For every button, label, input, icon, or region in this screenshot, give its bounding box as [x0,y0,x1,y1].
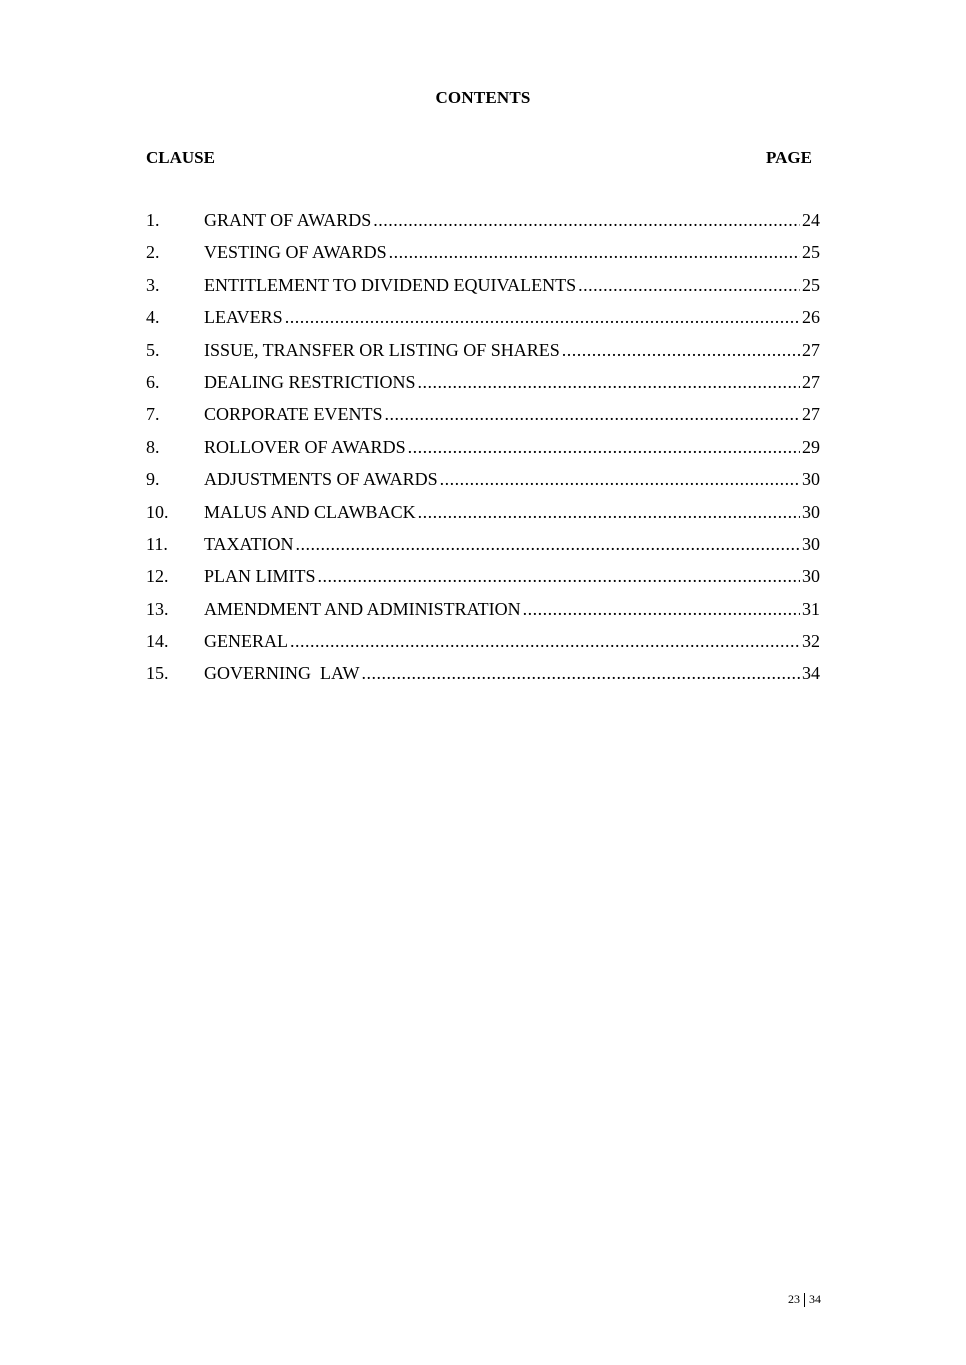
dot-leader [562,340,800,361]
toc-entry-title: ADJUSTMENTS OF AWARDS [204,469,438,490]
toc-entry[interactable] [146,631,820,663]
toc-entry[interactable] [146,372,820,404]
dot-leader [523,599,800,620]
clause-column-header: CLAUSE [146,148,215,167]
toc-entry[interactable] [146,437,820,469]
dot-leader [440,469,800,490]
dot-leader [285,307,800,328]
dot-leader [362,663,800,684]
dot-leader [418,372,801,393]
toc-entry-page: 30 [802,501,820,522]
toc-entry-number: 13. [146,598,169,619]
toc-entry-title: VESTING OF AWARDS [204,242,387,263]
toc-entry-number: 10. [146,501,169,522]
toc-entry[interactable] [146,534,820,566]
dot-leader [408,437,800,458]
toc-entry-page: 30 [802,566,820,587]
toc-entry[interactable] [146,663,820,695]
toc-entry-page: 26 [802,307,820,328]
toc-entry-number: 8. [146,436,160,457]
toc-entry-number: 2. [146,242,160,263]
toc-entry-number: 6. [146,371,160,392]
toc-entry-title: GOVERNING LAW [204,663,360,684]
toc-entry-number: 7. [146,404,160,425]
toc-entry[interactable] [146,340,820,372]
toc-entry[interactable] [146,502,820,534]
dot-leader [318,566,801,587]
dot-leader [389,242,800,263]
dot-leader [373,210,800,231]
toc-entry-title: ISSUE, TRANSFER OR LISTING OF SHARES [204,339,560,360]
toc-entry-title: ENTITLEMENT TO DIVIDEND EQUIVALENTS [204,274,577,295]
dot-leader [290,631,800,652]
toc-entry-number: 3. [146,274,160,295]
dot-leader [385,404,800,425]
toc-entry-number: 14. [146,631,169,652]
toc-entry[interactable] [146,242,820,274]
toc-entry-page: 30 [802,469,820,490]
toc-entry-page: 34 [802,663,820,684]
toc-entry-title: CORPORATE EVENTS [204,404,383,425]
toc-entry-title: TAXATION [204,533,294,554]
toc-entry-number: 9. [146,469,160,490]
toc-entry[interactable] [146,469,820,501]
toc-entry-number: 12. [146,566,169,587]
toc-entry[interactable] [146,307,820,339]
toc-entry-number: 1. [146,210,160,230]
toc-entry-page: 31 [802,598,820,619]
toc-entry-page: 32 [802,631,820,652]
toc-entry-title: DEALING RESTRICTIONS [204,371,416,392]
toc-entry-title: AMENDMENT AND ADMINISTRATION [204,598,521,619]
total-page-count: 34 [809,1292,821,1306]
toc-entry-title: GRANT OF AWARDS [204,210,372,230]
toc-entry-page: 29 [802,436,820,457]
current-page-number: 23 [788,1292,800,1306]
toc-entry-number: 15. [146,663,169,684]
toc-entry-page: 27 [802,371,820,392]
dot-leader [578,275,800,296]
toc-entry-title: ROLLOVER OF AWARDS [204,436,406,457]
toc-entry-page: 27 [802,339,820,360]
toc-entry[interactable] [146,404,820,436]
toc-entry-page: 25 [802,274,820,295]
toc-entry-page: 27 [802,404,820,425]
toc-entry-title: LEAVERS [204,307,283,328]
table-of-contents [146,210,820,696]
contents-title: CONTENTS [435,88,531,107]
toc-entry-number: 5. [146,339,160,360]
dot-leader [418,502,800,523]
toc-entry-page: 30 [802,533,820,554]
toc-entry-page: 24 [802,210,820,230]
dot-leader [296,534,800,555]
toc-entry[interactable] [146,599,820,631]
footer-divider [804,1293,805,1307]
toc-entry-title: GENERAL [204,631,288,652]
toc-entry-number: 4. [146,307,160,328]
toc-entry-page: 25 [802,242,820,263]
toc-entry-title: PLAN LIMITS [204,566,316,587]
toc-entry[interactable] [146,566,820,598]
toc-entry-number: 11. [146,533,168,554]
toc-entry-title: MALUS AND CLAWBACK [204,501,416,522]
toc-entry[interactable] [146,210,820,242]
page-number-footer [788,1292,821,1307]
toc-entry[interactable] [146,275,820,307]
page-column-header: PAGE [766,148,812,167]
